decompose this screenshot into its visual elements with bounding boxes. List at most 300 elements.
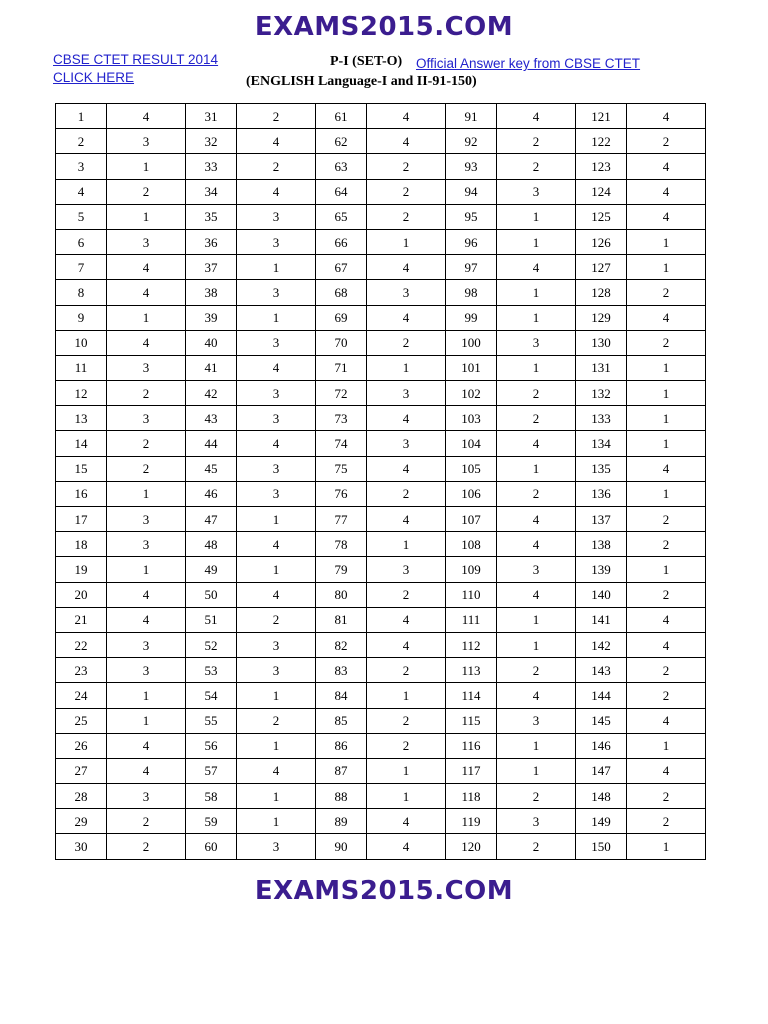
question-number: 115 — [446, 708, 497, 733]
answer-option: 4 — [367, 255, 446, 280]
answer-option: 1 — [497, 305, 576, 330]
answer-option: 2 — [237, 154, 316, 179]
answer-option: 3 — [237, 406, 316, 431]
question-number: 145 — [576, 708, 627, 733]
answer-option: 3 — [497, 708, 576, 733]
answer-option: 1 — [497, 280, 576, 305]
answer-option: 1 — [367, 532, 446, 557]
answer-option: 3 — [107, 406, 186, 431]
answer-option: 3 — [237, 280, 316, 305]
question-number: 75 — [316, 456, 367, 481]
answer-option: 1 — [497, 758, 576, 783]
answer-option: 2 — [107, 834, 186, 859]
table-row — [56, 784, 706, 809]
question-number: 102 — [446, 381, 497, 406]
answer-option: 3 — [107, 507, 186, 532]
answer-option: 3 — [497, 809, 576, 834]
answer-option: 2 — [107, 809, 186, 834]
question-number: 73 — [316, 406, 367, 431]
question-number: 76 — [316, 481, 367, 506]
table-row — [56, 179, 706, 204]
answer-option: 2 — [627, 330, 706, 355]
question-number: 58 — [186, 784, 237, 809]
question-number: 28 — [56, 784, 107, 809]
answer-option: 3 — [237, 229, 316, 254]
question-number: 81 — [316, 607, 367, 632]
answer-option: 1 — [627, 355, 706, 380]
table-row — [56, 255, 706, 280]
question-number: 149 — [576, 809, 627, 834]
question-number: 48 — [186, 532, 237, 557]
question-number: 18 — [56, 532, 107, 557]
question-number: 78 — [316, 532, 367, 557]
answer-option: 3 — [367, 381, 446, 406]
answer-option: 4 — [627, 456, 706, 481]
cbse-ctet-result-link[interactable]: CBSE CTET RESULT 2014 — [53, 52, 219, 67]
question-number: 53 — [186, 658, 237, 683]
answer-option: 2 — [237, 607, 316, 632]
question-number: 3 — [56, 154, 107, 179]
answer-option: 2 — [627, 784, 706, 809]
question-number: 116 — [446, 733, 497, 758]
table-row — [56, 708, 706, 733]
question-number: 56 — [186, 733, 237, 758]
answer-option: 1 — [497, 733, 576, 758]
answer-option: 3 — [107, 632, 186, 657]
answer-option: 4 — [107, 733, 186, 758]
answer-option: 3 — [107, 658, 186, 683]
question-number: 24 — [56, 683, 107, 708]
question-number: 95 — [446, 204, 497, 229]
answer-option: 4 — [107, 104, 186, 129]
question-number: 66 — [316, 229, 367, 254]
question-number: 119 — [446, 809, 497, 834]
question-number: 112 — [446, 632, 497, 657]
question-number: 32 — [186, 129, 237, 154]
answer-option: 2 — [367, 179, 446, 204]
table-row — [56, 204, 706, 229]
answer-option: 2 — [497, 481, 576, 506]
answer-key-body — [56, 104, 706, 860]
answer-option: 2 — [107, 381, 186, 406]
table-row — [56, 507, 706, 532]
question-number: 51 — [186, 607, 237, 632]
table-row — [56, 834, 706, 859]
question-number: 35 — [186, 204, 237, 229]
question-number: 131 — [576, 355, 627, 380]
answer-option: 1 — [497, 355, 576, 380]
question-number: 129 — [576, 305, 627, 330]
answer-option: 4 — [627, 607, 706, 632]
answer-option: 4 — [497, 507, 576, 532]
answer-option: 4 — [237, 758, 316, 783]
table-row — [56, 330, 706, 355]
question-number: 113 — [446, 658, 497, 683]
site-title: EXAMS2015.COM — [254, 12, 514, 42]
answer-option: 2 — [237, 708, 316, 733]
question-number: 44 — [186, 431, 237, 456]
answer-option: 1 — [627, 381, 706, 406]
answer-option: 2 — [367, 582, 446, 607]
answer-option: 4 — [237, 431, 316, 456]
question-number: 9 — [56, 305, 107, 330]
answer-option: 4 — [107, 607, 186, 632]
answer-option: 2 — [367, 204, 446, 229]
answer-option: 1 — [237, 305, 316, 330]
answer-option: 3 — [497, 557, 576, 582]
question-number: 34 — [186, 179, 237, 204]
table-row — [56, 632, 706, 657]
question-number: 42 — [186, 381, 237, 406]
question-number: 85 — [316, 708, 367, 733]
question-number: 16 — [56, 481, 107, 506]
question-number: 147 — [576, 758, 627, 783]
table-row — [56, 406, 706, 431]
answer-option: 3 — [107, 129, 186, 154]
question-number: 47 — [186, 507, 237, 532]
table-row — [56, 758, 706, 783]
answer-option: 1 — [367, 758, 446, 783]
question-number: 94 — [446, 179, 497, 204]
question-number: 13 — [56, 406, 107, 431]
question-number: 54 — [186, 683, 237, 708]
question-number: 121 — [576, 104, 627, 129]
answer-option: 1 — [107, 154, 186, 179]
table-row — [56, 431, 706, 456]
answer-option: 3 — [237, 381, 316, 406]
answer-option: 1 — [627, 229, 706, 254]
answer-option: 1 — [237, 733, 316, 758]
answer-option: 2 — [627, 809, 706, 834]
question-number: 137 — [576, 507, 627, 532]
question-number: 55 — [186, 708, 237, 733]
answer-option: 1 — [627, 733, 706, 758]
table-row — [56, 305, 706, 330]
answer-option: 2 — [497, 154, 576, 179]
answer-option: 3 — [237, 204, 316, 229]
answer-option: 4 — [497, 532, 576, 557]
answer-option: 1 — [627, 834, 706, 859]
question-number: 80 — [316, 582, 367, 607]
question-number: 89 — [316, 809, 367, 834]
answer-option: 2 — [107, 456, 186, 481]
answer-option: 4 — [497, 255, 576, 280]
table-row — [56, 557, 706, 582]
paper-title: P-I (SET-O) — [330, 54, 403, 69]
answer-option: 2 — [367, 481, 446, 506]
answer-option: 1 — [497, 456, 576, 481]
question-number: 50 — [186, 582, 237, 607]
question-number: 41 — [186, 355, 237, 380]
answer-option: 4 — [367, 507, 446, 532]
question-number: 25 — [56, 708, 107, 733]
question-number: 67 — [316, 255, 367, 280]
question-number: 40 — [186, 330, 237, 355]
question-number: 128 — [576, 280, 627, 305]
answer-option: 2 — [627, 683, 706, 708]
answer-option: 1 — [627, 557, 706, 582]
answer-option: 1 — [367, 229, 446, 254]
answer-option: 4 — [367, 129, 446, 154]
question-number: 103 — [446, 406, 497, 431]
question-number: 5 — [56, 204, 107, 229]
answer-option: 4 — [367, 607, 446, 632]
paper-subtitle: (ENGLISH Language-I and II-91-150) — [246, 74, 477, 89]
question-number: 70 — [316, 330, 367, 355]
official-answer-key-link[interactable]: Official Answer key from CBSE CTET — [416, 56, 641, 71]
table-row — [56, 809, 706, 834]
question-number: 82 — [316, 632, 367, 657]
answer-option: 4 — [627, 154, 706, 179]
question-number: 38 — [186, 280, 237, 305]
answer-option: 4 — [237, 179, 316, 204]
question-number: 59 — [186, 809, 237, 834]
answer-option: 2 — [497, 406, 576, 431]
question-number: 63 — [316, 154, 367, 179]
question-number: 144 — [576, 683, 627, 708]
question-number: 60 — [186, 834, 237, 859]
question-number: 146 — [576, 733, 627, 758]
answer-option: 2 — [107, 179, 186, 204]
answer-option: 1 — [627, 406, 706, 431]
answer-option: 1 — [237, 507, 316, 532]
question-number: 107 — [446, 507, 497, 532]
question-number: 45 — [186, 456, 237, 481]
question-number: 10 — [56, 330, 107, 355]
question-number: 4 — [56, 179, 107, 204]
answer-option: 4 — [367, 809, 446, 834]
question-number: 130 — [576, 330, 627, 355]
question-number: 57 — [186, 758, 237, 783]
table-row — [56, 104, 706, 129]
question-number: 143 — [576, 658, 627, 683]
question-number: 74 — [316, 431, 367, 456]
answer-option: 4 — [107, 280, 186, 305]
answer-option: 1 — [497, 632, 576, 657]
question-number: 65 — [316, 204, 367, 229]
answer-option: 4 — [497, 431, 576, 456]
answer-option: 1 — [107, 481, 186, 506]
answer-key-table — [55, 103, 706, 860]
question-number: 99 — [446, 305, 497, 330]
answer-option: 4 — [627, 204, 706, 229]
question-number: 90 — [316, 834, 367, 859]
table-row — [56, 355, 706, 380]
footer-site-title: EXAMS2015.COM — [254, 876, 514, 906]
question-number: 122 — [576, 129, 627, 154]
click-here-link[interactable]: CLICK HERE — [53, 70, 135, 85]
table-row — [56, 381, 706, 406]
answer-option: 3 — [497, 179, 576, 204]
question-number: 69 — [316, 305, 367, 330]
question-number: 7 — [56, 255, 107, 280]
question-number: 96 — [446, 229, 497, 254]
question-number: 1 — [56, 104, 107, 129]
question-number: 52 — [186, 632, 237, 657]
question-number: 111 — [446, 607, 497, 632]
answer-option: 3 — [237, 481, 316, 506]
question-number: 31 — [186, 104, 237, 129]
question-number: 135 — [576, 456, 627, 481]
question-number: 20 — [56, 582, 107, 607]
question-number: 127 — [576, 255, 627, 280]
answer-option: 2 — [237, 104, 316, 129]
question-number: 83 — [316, 658, 367, 683]
question-number: 86 — [316, 733, 367, 758]
answer-option: 2 — [627, 129, 706, 154]
question-number: 15 — [56, 456, 107, 481]
answer-option: 1 — [237, 255, 316, 280]
table-row — [56, 456, 706, 481]
question-number: 37 — [186, 255, 237, 280]
question-number: 30 — [56, 834, 107, 859]
answer-option: 1 — [367, 784, 446, 809]
answer-option: 4 — [367, 456, 446, 481]
question-number: 68 — [316, 280, 367, 305]
answer-option: 4 — [367, 305, 446, 330]
question-number: 29 — [56, 809, 107, 834]
question-number: 97 — [446, 255, 497, 280]
answer-option: 2 — [107, 431, 186, 456]
answer-option: 4 — [627, 758, 706, 783]
question-number: 22 — [56, 632, 107, 657]
question-number: 114 — [446, 683, 497, 708]
answer-option: 1 — [627, 481, 706, 506]
question-number: 109 — [446, 557, 497, 582]
question-number: 138 — [576, 532, 627, 557]
answer-option: 4 — [367, 632, 446, 657]
question-number: 39 — [186, 305, 237, 330]
answer-option: 4 — [107, 255, 186, 280]
question-number: 64 — [316, 179, 367, 204]
answer-option: 4 — [497, 683, 576, 708]
answer-option: 1 — [107, 204, 186, 229]
answer-option: 4 — [367, 406, 446, 431]
answer-option: 1 — [107, 305, 186, 330]
question-number: 23 — [56, 658, 107, 683]
question-number: 6 — [56, 229, 107, 254]
question-number: 87 — [316, 758, 367, 783]
answer-option: 1 — [237, 683, 316, 708]
question-number: 49 — [186, 557, 237, 582]
question-number: 14 — [56, 431, 107, 456]
question-number: 84 — [316, 683, 367, 708]
answer-option: 1 — [627, 255, 706, 280]
question-number: 43 — [186, 406, 237, 431]
answer-option: 3 — [237, 632, 316, 657]
question-number: 120 — [446, 834, 497, 859]
answer-option: 1 — [367, 683, 446, 708]
answer-option: 3 — [367, 557, 446, 582]
answer-option: 4 — [237, 532, 316, 557]
answer-option: 2 — [497, 129, 576, 154]
answer-option: 2 — [627, 582, 706, 607]
question-number: 133 — [576, 406, 627, 431]
answer-option: 2 — [497, 381, 576, 406]
answer-option: 4 — [367, 834, 446, 859]
question-number: 19 — [56, 557, 107, 582]
answer-option: 1 — [497, 229, 576, 254]
table-row — [56, 129, 706, 154]
question-number: 36 — [186, 229, 237, 254]
question-number: 33 — [186, 154, 237, 179]
question-number: 141 — [576, 607, 627, 632]
answer-option: 1 — [237, 784, 316, 809]
table-row — [56, 582, 706, 607]
answer-option: 2 — [367, 733, 446, 758]
answer-option: 3 — [107, 532, 186, 557]
answer-option: 1 — [367, 355, 446, 380]
question-number: 124 — [576, 179, 627, 204]
table-row — [56, 280, 706, 305]
table-row — [56, 532, 706, 557]
answer-option: 4 — [497, 104, 576, 129]
answer-option: 2 — [367, 154, 446, 179]
question-number: 79 — [316, 557, 367, 582]
question-number: 92 — [446, 129, 497, 154]
answer-option: 4 — [107, 330, 186, 355]
question-number: 136 — [576, 481, 627, 506]
table-row — [56, 229, 706, 254]
answer-option: 3 — [237, 834, 316, 859]
question-number: 17 — [56, 507, 107, 532]
question-number: 148 — [576, 784, 627, 809]
question-number: 150 — [576, 834, 627, 859]
question-number: 93 — [446, 154, 497, 179]
table-row — [56, 658, 706, 683]
question-number: 108 — [446, 532, 497, 557]
question-number: 110 — [446, 582, 497, 607]
answer-option: 1 — [107, 557, 186, 582]
answer-option: 2 — [627, 280, 706, 305]
question-number: 62 — [316, 129, 367, 154]
answer-option: 2 — [367, 708, 446, 733]
question-number: 21 — [56, 607, 107, 632]
answer-option: 4 — [627, 708, 706, 733]
table-row — [56, 683, 706, 708]
answer-option: 1 — [237, 557, 316, 582]
question-number: 134 — [576, 431, 627, 456]
answer-option: 4 — [367, 104, 446, 129]
question-number: 139 — [576, 557, 627, 582]
question-number: 11 — [56, 355, 107, 380]
answer-option: 3 — [237, 330, 316, 355]
question-number: 88 — [316, 784, 367, 809]
question-number: 126 — [576, 229, 627, 254]
answer-option: 3 — [237, 658, 316, 683]
question-number: 140 — [576, 582, 627, 607]
answer-option: 3 — [107, 784, 186, 809]
question-number: 72 — [316, 381, 367, 406]
answer-option: 1 — [497, 607, 576, 632]
table-row — [56, 607, 706, 632]
question-number: 142 — [576, 632, 627, 657]
answer-option: 4 — [627, 179, 706, 204]
answer-option: 4 — [237, 582, 316, 607]
question-number: 125 — [576, 204, 627, 229]
question-number: 104 — [446, 431, 497, 456]
question-number: 8 — [56, 280, 107, 305]
answer-option: 1 — [237, 809, 316, 834]
question-number: 2 — [56, 129, 107, 154]
answer-option: 2 — [627, 658, 706, 683]
question-number: 132 — [576, 381, 627, 406]
answer-option: 1 — [107, 708, 186, 733]
question-number: 61 — [316, 104, 367, 129]
question-number: 101 — [446, 355, 497, 380]
question-number: 91 — [446, 104, 497, 129]
answer-option: 3 — [367, 431, 446, 456]
